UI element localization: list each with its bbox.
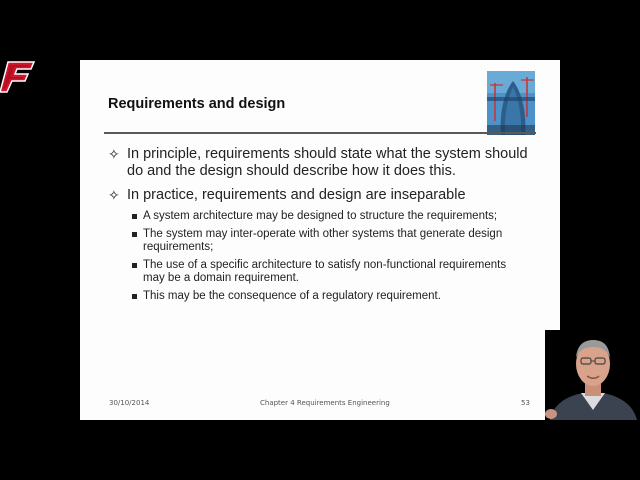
sub-bullet-text: This may be the consequence of a regulatory requirement. <box>143 289 441 302</box>
presenter-webcam <box>545 330 640 420</box>
square-bullet-icon <box>132 294 137 299</box>
sub-bullet-point <box>116 210 528 224</box>
title-divider <box>104 132 536 134</box>
presentation-slide <box>80 60 560 420</box>
bullet-text: In practice, requirements and design are inseparable <box>127 187 466 203</box>
bullet-list <box>108 146 528 310</box>
sub-bullet-text: A system architecture may be designed to structure the requirements; <box>143 210 498 222</box>
square-bullet-icon <box>132 263 137 268</box>
square-bullet-icon <box>132 232 137 237</box>
footer-date: 30/10/2014 <box>109 399 150 407</box>
book-cover-image <box>487 71 535 135</box>
sub-bullet-text: The use of a specific architecture to satisfy non-functional requirements may be a domain requirement. <box>143 258 507 284</box>
footer-page-number: 53 <box>521 399 530 407</box>
four-point-star-icon: ✧ <box>108 146 120 162</box>
bullet-text: In principle, requirements should state what the system should do and the design should describe how it does this. <box>127 146 528 179</box>
sub-bullet-point <box>116 228 528 255</box>
footer-chapter: Chapter 4 Requirements Engineering <box>260 399 390 407</box>
four-point-star-icon: ✧ <box>108 187 120 203</box>
sub-bullet-list <box>116 210 528 303</box>
bullet-point <box>108 146 528 180</box>
channel-logo-icon <box>0 60 36 94</box>
sub-bullet-point <box>116 259 528 286</box>
bullet-point <box>108 187 528 303</box>
sub-bullet-point <box>116 290 528 304</box>
square-bullet-icon <box>132 214 137 219</box>
slide-title: Requirements and design <box>108 96 286 112</box>
sub-bullet-text: The system may inter-operate with other systems that generate design requirements; <box>143 227 503 253</box>
